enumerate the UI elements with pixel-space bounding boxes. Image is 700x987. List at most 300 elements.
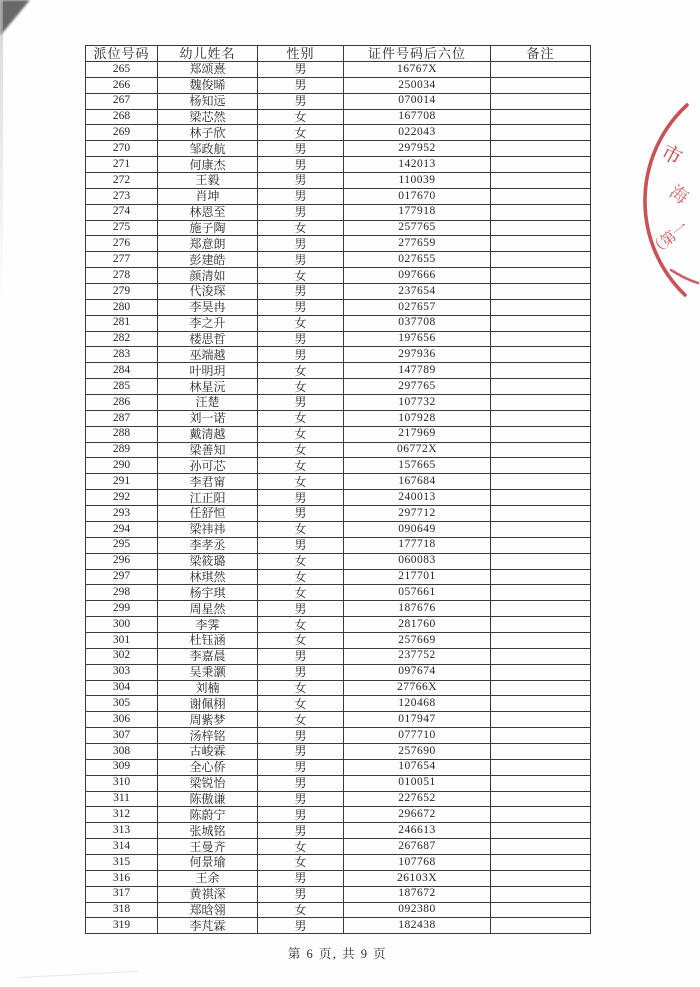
cell-id-last6: 267687 <box>344 839 491 855</box>
cell-id-last6: 297936 <box>344 347 491 363</box>
cell-number: 290 <box>86 458 158 474</box>
cell-name: 林恩至 <box>158 204 258 220</box>
cell-id-last6: 177718 <box>344 537 491 553</box>
cell-id-last6: 237752 <box>344 648 491 664</box>
cell-name: 林琪然 <box>158 569 258 585</box>
cell-remark <box>491 141 591 157</box>
cell-number: 271 <box>86 157 158 173</box>
cell-gender: 女 <box>258 569 344 585</box>
cell-name: 肖坤 <box>158 188 258 204</box>
cell-name: 任舒恒 <box>158 506 258 522</box>
cell-remark <box>491 315 591 331</box>
cell-id-last6: 097674 <box>344 664 491 680</box>
cell-remark <box>491 506 591 522</box>
cell-remark <box>491 585 591 601</box>
cell-id-last6: 26103X <box>344 870 491 886</box>
cell-id-last6: 187676 <box>344 601 491 617</box>
table-header-row <box>86 46 591 62</box>
cell-id-last6: 257765 <box>344 220 491 236</box>
cell-name: 杨知远 <box>158 93 258 109</box>
cell-gender: 女 <box>258 268 344 284</box>
table-row <box>86 712 591 728</box>
cell-id-last6: 037708 <box>344 315 491 331</box>
cell-number: 303 <box>86 664 158 680</box>
cell-remark <box>491 363 591 379</box>
cell-number: 291 <box>86 474 158 490</box>
cell-number: 272 <box>86 173 158 189</box>
table-row <box>86 918 591 934</box>
table-row <box>86 775 591 791</box>
cell-id-last6: 147789 <box>344 363 491 379</box>
cell-name: 林子欣 <box>158 125 258 141</box>
cell-remark <box>491 791 591 807</box>
stamp-inner-text: （第一 <box>646 219 692 260</box>
table-row <box>86 728 591 744</box>
cell-remark <box>491 458 591 474</box>
table-row <box>86 315 591 331</box>
cell-remark <box>491 490 591 506</box>
cell-remark <box>491 823 591 839</box>
cell-number: 308 <box>86 743 158 759</box>
table-row <box>86 284 591 300</box>
table-row <box>86 363 591 379</box>
cell-gender: 女 <box>258 712 344 728</box>
cell-id-last6: 027657 <box>344 299 491 315</box>
cell-remark <box>491 173 591 189</box>
cell-number: 279 <box>86 284 158 300</box>
table-row <box>86 902 591 918</box>
column-header: 备注 <box>491 46 591 62</box>
cell-gender: 女 <box>258 680 344 696</box>
table-row <box>86 537 591 553</box>
table-row <box>86 93 591 109</box>
table-row <box>86 506 591 522</box>
cell-id-last6: 057661 <box>344 585 491 601</box>
cell-id-last6: 182438 <box>344 918 491 934</box>
cell-name: 刘一诺 <box>158 410 258 426</box>
cell-number: 267 <box>86 93 158 109</box>
cell-gender: 女 <box>258 696 344 712</box>
cell-gender: 男 <box>258 93 344 109</box>
cell-gender: 女 <box>258 315 344 331</box>
table-row <box>86 886 591 902</box>
table-row <box>86 807 591 823</box>
cell-name: 巫端越 <box>158 347 258 363</box>
cell-name: 吴秉灏 <box>158 664 258 680</box>
cell-id-last6: 16767X <box>344 62 491 78</box>
cell-number: 315 <box>86 854 158 870</box>
table-row <box>86 442 591 458</box>
cell-remark <box>491 220 591 236</box>
cell-name: 杨宇琪 <box>158 585 258 601</box>
table-row <box>86 236 591 252</box>
cell-gender: 男 <box>258 188 344 204</box>
cell-number: 276 <box>86 236 158 252</box>
cell-name: 李霁 <box>158 617 258 633</box>
cell-gender: 女 <box>258 458 344 474</box>
cell-number: 292 <box>86 490 158 506</box>
cell-remark <box>491 743 591 759</box>
cell-number: 284 <box>86 363 158 379</box>
table-row <box>86 601 591 617</box>
cell-number: 302 <box>86 648 158 664</box>
cell-remark <box>491 902 591 918</box>
cell-id-last6: 017670 <box>344 188 491 204</box>
column-header: 性别 <box>258 46 344 62</box>
cell-name: 颜清如 <box>158 268 258 284</box>
cell-number: 300 <box>86 617 158 633</box>
cell-gender: 男 <box>258 743 344 759</box>
table-row <box>86 696 591 712</box>
cell-gender: 男 <box>258 77 344 93</box>
cell-remark <box>491 284 591 300</box>
cell-name: 张城铭 <box>158 823 258 839</box>
stamp-char-top: 市 <box>657 141 686 170</box>
table-row <box>86 347 591 363</box>
cell-gender: 女 <box>258 521 344 537</box>
cell-number: 265 <box>86 62 158 78</box>
cell-id-last6: 077710 <box>344 728 491 744</box>
cell-id-last6: 060083 <box>344 553 491 569</box>
cell-remark <box>491 236 591 252</box>
cell-remark <box>491 759 591 775</box>
cell-name: 全心侨 <box>158 759 258 775</box>
cell-remark <box>491 839 591 855</box>
cell-remark <box>491 775 591 791</box>
cell-gender: 女 <box>258 410 344 426</box>
cell-id-last6: 107768 <box>344 854 491 870</box>
table-row <box>86 521 591 537</box>
page-footer: 第 6 页, 共 9 页 <box>287 947 388 961</box>
table-row <box>86 125 591 141</box>
cell-gender: 男 <box>258 347 344 363</box>
cell-id-last6: 142013 <box>344 157 491 173</box>
cell-gender: 男 <box>258 537 344 553</box>
cell-number: 269 <box>86 125 158 141</box>
cell-remark <box>491 93 591 109</box>
cell-id-last6: 107928 <box>344 410 491 426</box>
cell-id-last6: 177918 <box>344 204 491 220</box>
cell-name: 孙可芯 <box>158 458 258 474</box>
cell-number: 310 <box>86 775 158 791</box>
cell-number: 277 <box>86 252 158 268</box>
cell-number: 293 <box>86 506 158 522</box>
cell-name: 陈傲谦 <box>158 791 258 807</box>
cell-gender: 男 <box>258 236 344 252</box>
cell-gender: 女 <box>258 379 344 395</box>
cell-remark <box>491 268 591 284</box>
cell-number: 266 <box>86 77 158 93</box>
cell-number: 309 <box>86 759 158 775</box>
cell-remark <box>491 553 591 569</box>
cell-remark <box>491 521 591 537</box>
cell-id-last6: 06772X <box>344 442 491 458</box>
cell-remark <box>491 426 591 442</box>
cell-remark <box>491 648 591 664</box>
cell-name: 李之升 <box>158 315 258 331</box>
table-row <box>86 870 591 886</box>
cell-name: 黄祺深 <box>158 886 258 902</box>
cell-number: 297 <box>86 569 158 585</box>
cell-number: 294 <box>86 521 158 537</box>
cell-number: 301 <box>86 632 158 648</box>
cell-id-last6: 197656 <box>344 331 491 347</box>
cell-id-last6: 27766X <box>344 680 491 696</box>
cell-gender: 女 <box>258 617 344 633</box>
cell-number: 317 <box>86 886 158 902</box>
cell-remark <box>491 252 591 268</box>
cell-number: 306 <box>86 712 158 728</box>
table-row <box>86 268 591 284</box>
cell-number: 278 <box>86 268 158 284</box>
table-row <box>86 569 591 585</box>
cell-remark <box>491 918 591 934</box>
cell-name: 戴清越 <box>158 426 258 442</box>
cell-name: 陈蔚宁 <box>158 807 258 823</box>
cell-remark <box>491 442 591 458</box>
table-row <box>86 743 591 759</box>
cell-name: 郑意朗 <box>158 236 258 252</box>
cell-id-last6: 167708 <box>344 109 491 125</box>
cell-gender: 女 <box>258 474 344 490</box>
cell-number: 270 <box>86 141 158 157</box>
cell-remark <box>491 125 591 141</box>
cell-name: 刘楠 <box>158 680 258 696</box>
cell-remark <box>491 632 591 648</box>
cell-id-last6: 217701 <box>344 569 491 585</box>
cell-id-last6: 010051 <box>344 775 491 791</box>
cell-id-last6: 281760 <box>344 617 491 633</box>
cell-gender: 男 <box>258 601 344 617</box>
cell-id-last6: 110039 <box>344 173 491 189</box>
cell-id-last6: 257669 <box>344 632 491 648</box>
cell-remark <box>491 62 591 78</box>
cell-gender: 男 <box>258 775 344 791</box>
cell-id-last6: 227652 <box>344 791 491 807</box>
cell-name: 梁芯然 <box>158 109 258 125</box>
cell-gender: 男 <box>258 759 344 775</box>
table-row <box>86 379 591 395</box>
cell-id-last6: 297765 <box>344 379 491 395</box>
cell-name: 彭建皓 <box>158 252 258 268</box>
cell-id-last6: 246613 <box>344 823 491 839</box>
cell-number: 281 <box>86 315 158 331</box>
table-row <box>86 410 591 426</box>
cell-gender: 女 <box>258 109 344 125</box>
cell-gender: 男 <box>258 648 344 664</box>
cell-number: 268 <box>86 109 158 125</box>
table-row <box>86 791 591 807</box>
cell-name: 李昊冉 <box>158 299 258 315</box>
cell-number: 296 <box>86 553 158 569</box>
cell-gender: 男 <box>258 886 344 902</box>
table-row <box>86 331 591 347</box>
cell-gender: 男 <box>258 490 344 506</box>
cell-remark <box>491 474 591 490</box>
cell-remark <box>491 109 591 125</box>
cell-number: 295 <box>86 537 158 553</box>
cell-gender: 女 <box>258 585 344 601</box>
cell-number: 287 <box>86 410 158 426</box>
table-row <box>86 617 591 633</box>
cell-remark <box>491 617 591 633</box>
cell-name: 李芃霖 <box>158 918 258 934</box>
table-row <box>86 252 591 268</box>
cell-number: 305 <box>86 696 158 712</box>
cell-number: 288 <box>86 426 158 442</box>
table-row <box>86 823 591 839</box>
cell-remark <box>491 680 591 696</box>
scan-edge-shade <box>0 0 3 300</box>
cell-number: 283 <box>86 347 158 363</box>
cell-number: 298 <box>86 585 158 601</box>
cell-name: 王曼齐 <box>158 839 258 855</box>
table-row <box>86 188 591 204</box>
cell-number: 316 <box>86 870 158 886</box>
cell-id-last6: 107732 <box>344 395 491 411</box>
table-body <box>86 62 591 934</box>
cell-gender: 男 <box>258 395 344 411</box>
cell-number: 319 <box>86 918 158 934</box>
cell-gender: 女 <box>258 632 344 648</box>
cell-name: 何康杰 <box>158 157 258 173</box>
cell-number: 307 <box>86 728 158 744</box>
cell-gender: 男 <box>258 807 344 823</box>
cell-gender: 男 <box>258 791 344 807</box>
cell-remark <box>491 331 591 347</box>
cell-number: 273 <box>86 188 158 204</box>
cell-name: 周紫梦 <box>158 712 258 728</box>
table-row <box>86 553 591 569</box>
cell-remark <box>491 77 591 93</box>
cell-name: 叶明玥 <box>158 363 258 379</box>
cell-name: 杜钰涵 <box>158 632 258 648</box>
cell-remark <box>491 410 591 426</box>
cell-id-last6: 297712 <box>344 506 491 522</box>
table-row <box>86 109 591 125</box>
cell-remark <box>491 395 591 411</box>
table-row <box>86 395 591 411</box>
table-row <box>86 157 591 173</box>
table-row <box>86 458 591 474</box>
cell-name: 李嘉晨 <box>158 648 258 664</box>
table-row <box>86 680 591 696</box>
cell-gender: 女 <box>258 363 344 379</box>
cell-name: 林星沅 <box>158 379 258 395</box>
cell-gender: 女 <box>258 553 344 569</box>
cell-id-last6: 070014 <box>344 93 491 109</box>
cell-id-last6: 157665 <box>344 458 491 474</box>
cell-name: 谢佩栩 <box>158 696 258 712</box>
cell-name: 周星然 <box>158 601 258 617</box>
cell-id-last6: 240013 <box>344 490 491 506</box>
cell-id-last6: 187672 <box>344 886 491 902</box>
stamp-rim <box>645 105 687 295</box>
cell-remark <box>491 379 591 395</box>
cell-id-last6: 257690 <box>344 743 491 759</box>
cell-remark <box>491 854 591 870</box>
cell-id-last6: 217969 <box>344 426 491 442</box>
cell-gender: 女 <box>258 839 344 855</box>
table-row <box>86 173 591 189</box>
official-stamp <box>625 95 700 310</box>
cell-gender: 男 <box>258 252 344 268</box>
cell-name: 楼思哲 <box>158 331 258 347</box>
table-row <box>86 759 591 775</box>
cell-number: 312 <box>86 807 158 823</box>
cell-gender: 男 <box>258 331 344 347</box>
cell-remark <box>491 807 591 823</box>
table-row <box>86 585 591 601</box>
cell-id-last6: 022043 <box>344 125 491 141</box>
cell-name: 梁善知 <box>158 442 258 458</box>
cell-gender: 男 <box>258 506 344 522</box>
table-row <box>86 648 591 664</box>
cell-remark <box>491 157 591 173</box>
cell-number: 282 <box>86 331 158 347</box>
cell-gender: 男 <box>258 141 344 157</box>
stamp-stroke-fragment <box>671 270 698 283</box>
table-row <box>86 854 591 870</box>
cell-remark <box>491 870 591 886</box>
cell-gender: 男 <box>258 173 344 189</box>
stamp-char-mid: 海 <box>665 181 692 208</box>
cell-name: 梁锐怡 <box>158 775 258 791</box>
cell-remark <box>491 347 591 363</box>
cell-name: 梁筱璐 <box>158 553 258 569</box>
cell-gender: 男 <box>258 664 344 680</box>
cell-number: 285 <box>86 379 158 395</box>
cell-name: 江正阳 <box>158 490 258 506</box>
table-row <box>86 474 591 490</box>
scan-bottom-line <box>18 971 138 978</box>
table-row <box>86 220 591 236</box>
cell-gender: 男 <box>258 918 344 934</box>
cell-name: 郑颂熹 <box>158 62 258 78</box>
column-header: 证件号码后六位 <box>344 46 491 62</box>
cell-name: 施子陶 <box>158 220 258 236</box>
table-row <box>86 299 591 315</box>
cell-id-last6: 097666 <box>344 268 491 284</box>
cell-remark <box>491 728 591 744</box>
cell-name: 李君甯 <box>158 474 258 490</box>
cell-name: 魏俊晞 <box>158 77 258 93</box>
cell-name: 古峻霖 <box>158 743 258 759</box>
cell-number: 304 <box>86 680 158 696</box>
cell-id-last6: 237654 <box>344 284 491 300</box>
cell-number: 289 <box>86 442 158 458</box>
cell-remark <box>491 188 591 204</box>
cell-remark <box>491 204 591 220</box>
cell-gender: 男 <box>258 204 344 220</box>
cell-id-last6: 092380 <box>344 902 491 918</box>
cell-remark <box>491 537 591 553</box>
column-header: 幼儿姓名 <box>158 46 258 62</box>
cell-remark <box>491 696 591 712</box>
table-row <box>86 490 591 506</box>
cell-number: 318 <box>86 902 158 918</box>
table-row <box>86 664 591 680</box>
cell-gender: 女 <box>258 854 344 870</box>
cell-name: 代浚琛 <box>158 284 258 300</box>
cell-name: 王余 <box>158 870 258 886</box>
cell-number: 275 <box>86 220 158 236</box>
cell-gender: 男 <box>258 870 344 886</box>
cell-name: 郑晗翎 <box>158 902 258 918</box>
table-row <box>86 839 591 855</box>
table-row <box>86 426 591 442</box>
table-row <box>86 632 591 648</box>
